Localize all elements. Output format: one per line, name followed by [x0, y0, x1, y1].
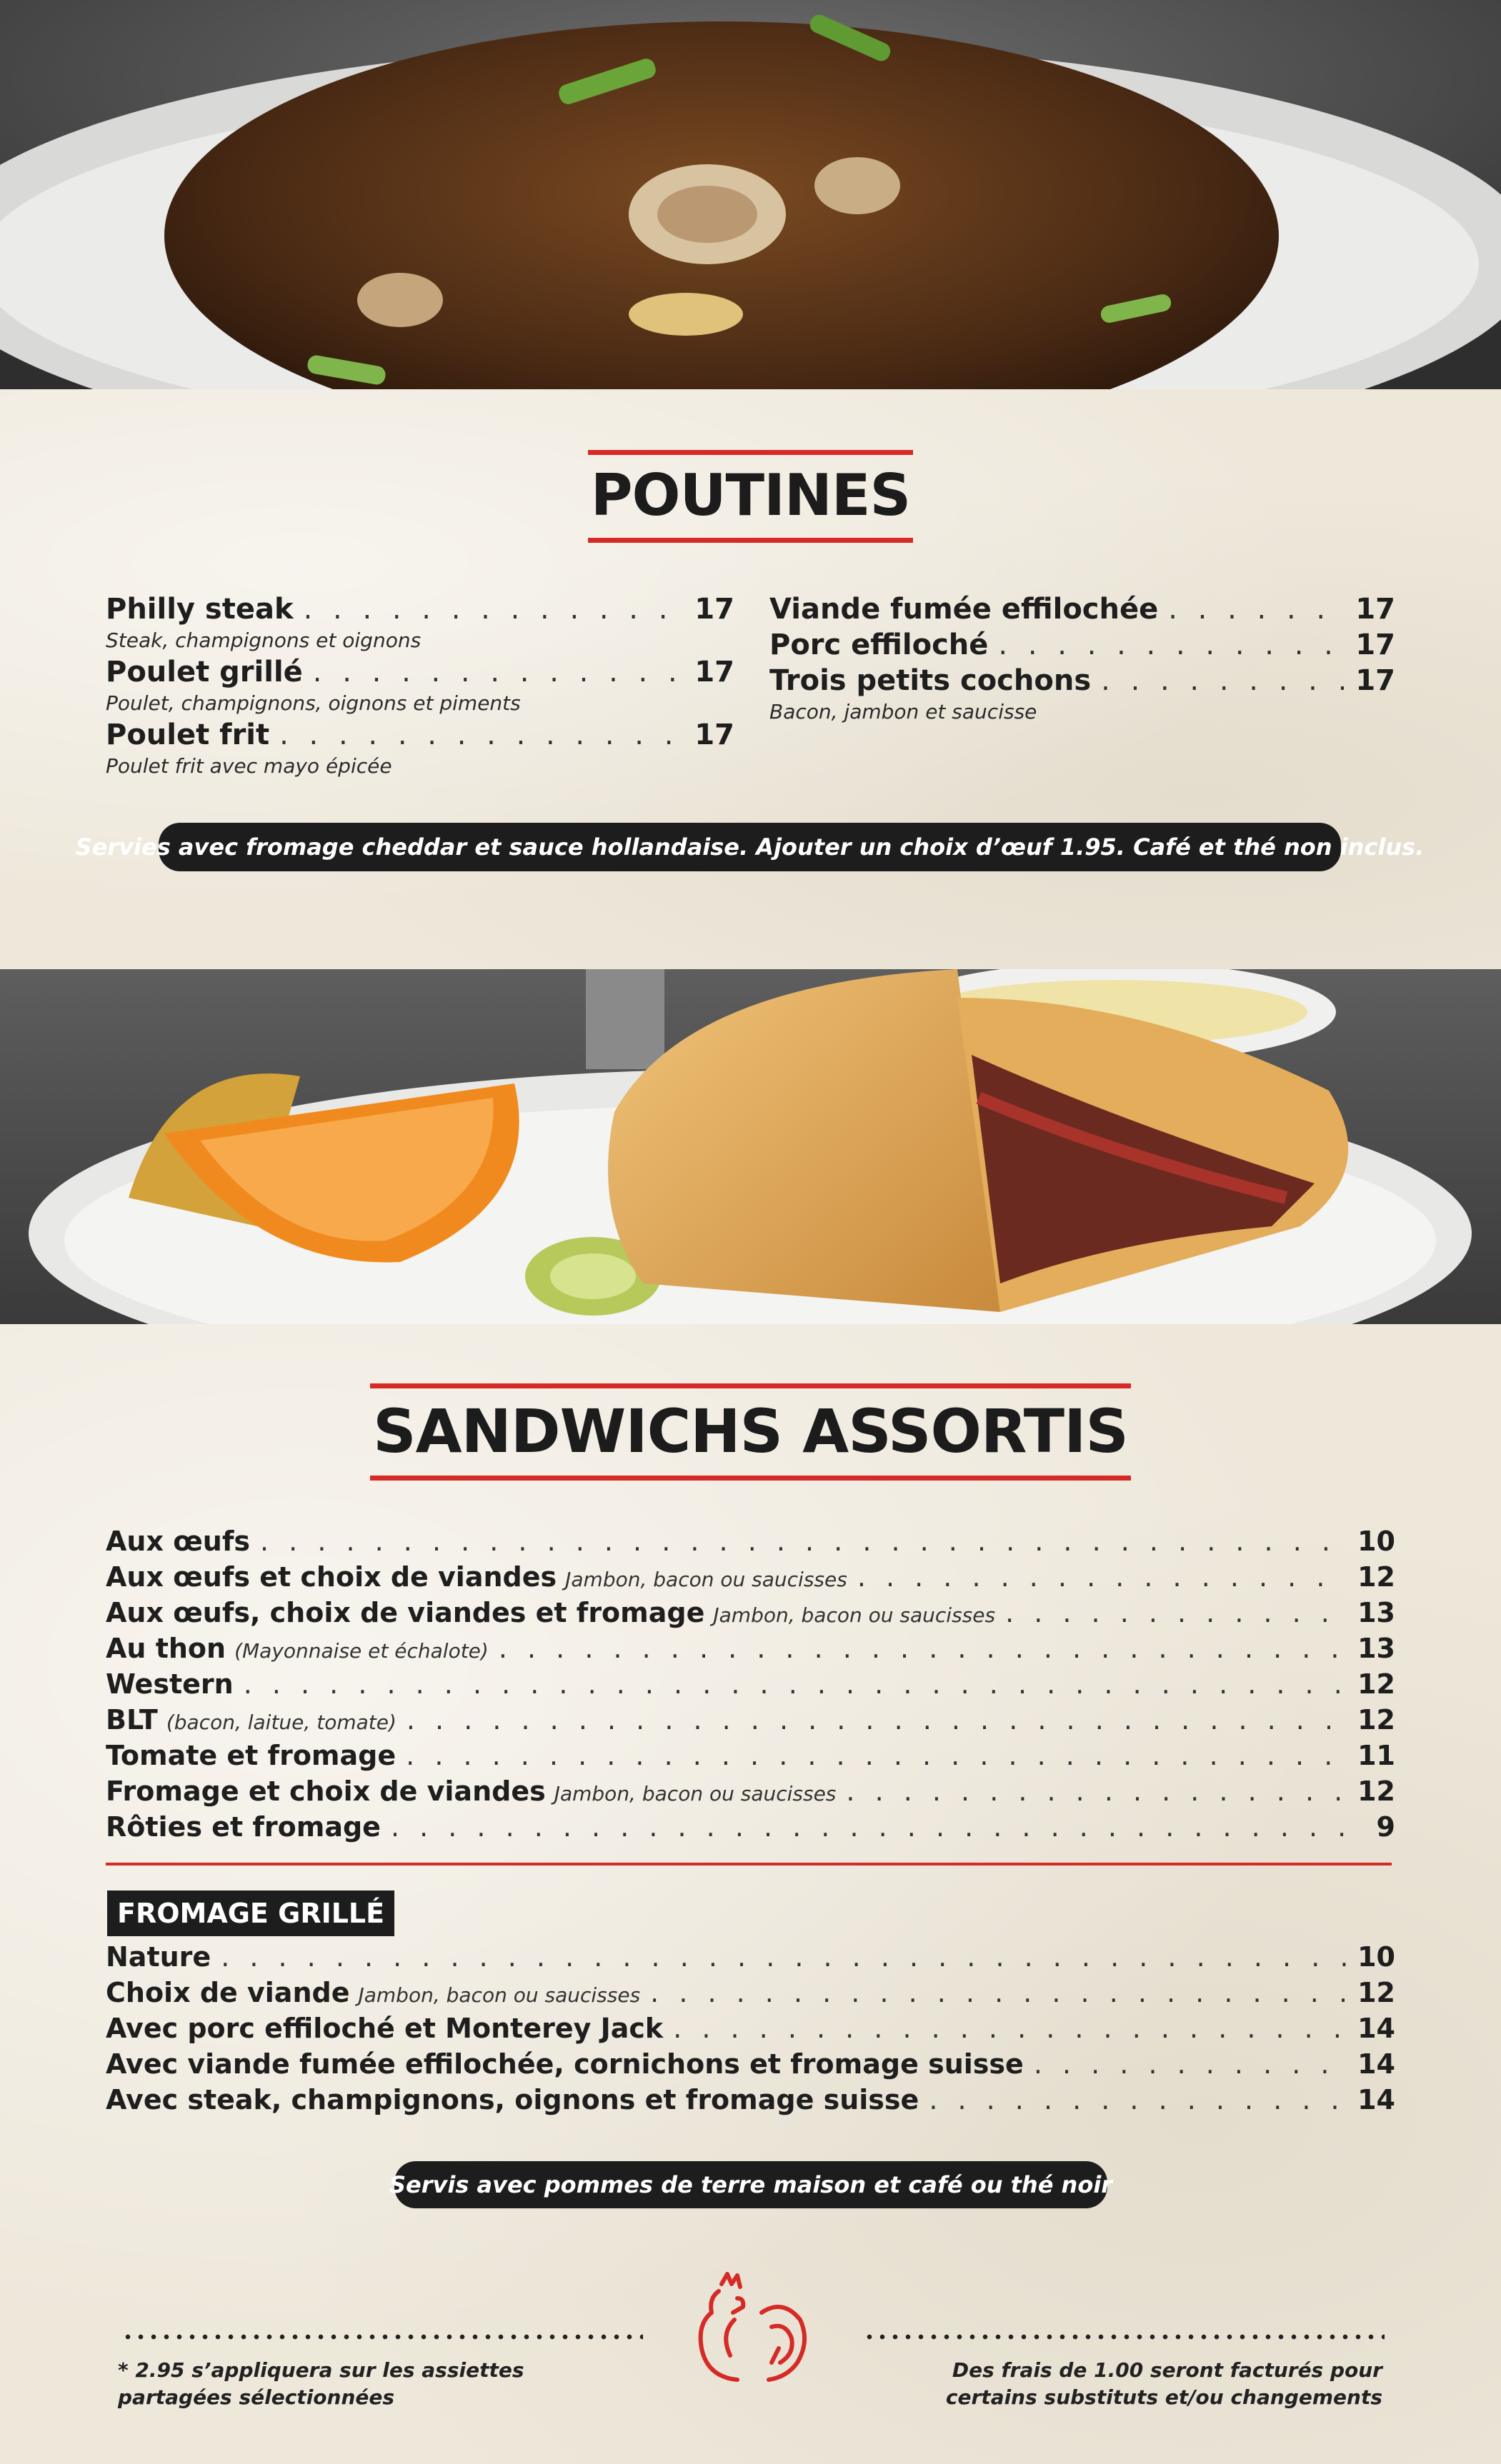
item-name: Avec steak, champignons, oignons et fromage suisse	[106, 2084, 919, 2115]
dot-leader	[650, 1977, 1347, 2008]
item-price: 11	[1357, 1740, 1395, 1771]
poutine-photo	[0, 0, 1501, 389]
item-price: 10	[1357, 1526, 1395, 1557]
item-description: Poulet, champignons, oignons et piments	[106, 691, 521, 715]
dot-leader	[846, 1776, 1347, 1807]
dot-leader	[260, 1526, 1347, 1557]
menu-item	[106, 1668, 1395, 1700]
sandwichs-heading	[0, 1383, 1501, 1481]
item-description: Bacon, jambon et saucisse	[769, 700, 1037, 723]
dot-leader	[313, 656, 685, 688]
rooster-logo-icon	[672, 2270, 836, 2398]
item-note: Jambon, bacon ou saucisses	[358, 1983, 641, 2007]
item-name: Nature	[106, 1941, 211, 1973]
menu-item	[106, 1740, 1395, 1771]
menu-item	[106, 1597, 1395, 1628]
menu-item	[106, 1941, 1395, 1973]
footer-dot-line-left	[121, 2333, 643, 2340]
item-note: Jambon, bacon ou saucisses	[554, 1782, 837, 1806]
menu-item-poulet-frit	[106, 718, 734, 751]
item-price: 17	[694, 656, 734, 688]
item-note: (Mayonnaise et échalote)	[234, 1639, 489, 1663]
menu-item-philly-steak	[106, 593, 734, 626]
fromage-grille-heading: FROMAGE GRILLÉ	[107, 1890, 394, 1936]
footer-dot-line-right	[863, 2333, 1385, 2340]
sandwichs-title: SANDWICHS ASSORTIS	[370, 1383, 1131, 1481]
menu-item	[106, 1633, 1395, 1664]
dot-leader	[1005, 1597, 1347, 1628]
item-price: 14	[1357, 2048, 1395, 2080]
item-name: BLT	[106, 1704, 158, 1736]
item-name: Fromage et choix de viandes	[106, 1776, 546, 1807]
item-price: 12	[1357, 1776, 1395, 1807]
item-name: Avec viande fumée effilochée, cornichons et fromage suisse	[106, 2048, 1024, 2080]
menu-item-trois-petits-cochons	[769, 664, 1395, 697]
item-price: 14	[1357, 2084, 1395, 2115]
menu-item	[106, 2048, 1395, 2080]
menu-item-viande-fumee	[769, 593, 1395, 626]
menu-item	[106, 1561, 1395, 1593]
item-description: Poulet frit avec mayo épicée	[106, 754, 392, 778]
menu-item	[106, 1776, 1395, 1807]
dot-leader	[929, 2084, 1347, 2115]
item-price: 17	[1355, 593, 1395, 626]
item-name: Rôties et fromage	[106, 1811, 381, 1843]
dot-leader	[244, 1668, 1347, 1700]
dot-leader	[221, 1941, 1347, 1973]
item-name: Poulet grillé	[106, 656, 303, 688]
item-note: Jambon, bacon ou saucisses	[713, 1603, 996, 1627]
item-note: Jambon, bacon ou saucisses	[565, 1568, 847, 1591]
menu-item-poulet-grille	[106, 656, 734, 688]
item-name: Philly steak	[106, 593, 294, 626]
section-divider	[106, 1863, 1392, 1865]
dot-leader	[1034, 2048, 1347, 2080]
dot-leader	[407, 1704, 1347, 1736]
item-price: 12	[1357, 1561, 1395, 1593]
item-price: 17	[694, 718, 734, 751]
item-name: Tomate et fromage	[106, 1740, 397, 1771]
dot-leader	[1101, 664, 1345, 697]
dot-leader	[391, 1811, 1367, 1843]
dot-leader	[998, 628, 1345, 661]
item-name: Avec porc effiloché et Monterey Jack	[106, 2013, 664, 2044]
item-note: (bacon, laitue, tomate)	[166, 1711, 397, 1734]
item-name: Porc effiloché	[769, 628, 989, 661]
sandwich-photo	[0, 969, 1501, 1324]
item-name: Aux œufs, choix de viandes et fromage	[106, 1597, 705, 1628]
item-name: Trois petits cochons	[769, 664, 1092, 697]
item-name: Western	[106, 1668, 234, 1700]
dot-leader	[673, 2013, 1347, 2044]
item-price: 13	[1357, 1597, 1395, 1628]
menu-item	[106, 1526, 1395, 1557]
poutines-heading	[0, 450, 1501, 543]
item-price: 14	[1357, 2013, 1395, 2044]
menu-item	[106, 1977, 1395, 2008]
dot-leader	[304, 593, 685, 626]
dot-leader	[279, 718, 684, 751]
dot-leader	[1168, 593, 1345, 626]
item-price: 9	[1376, 1811, 1395, 1843]
item-name: Au thon	[106, 1633, 226, 1664]
poutines-note: Servies avec fromage cheddar et sauce hollandaise. Ajouter un choix d’œuf 1.95. Café et thé non inclus.	[159, 823, 1341, 871]
menu-item	[106, 2013, 1395, 2044]
item-name: Aux œufs	[106, 1526, 250, 1557]
menu-item	[106, 1704, 1395, 1736]
dot-leader	[499, 1633, 1347, 1664]
item-name: Viande fumée effilochée	[769, 593, 1159, 626]
item-price: 17	[1355, 664, 1395, 697]
item-name: Poulet frit	[106, 718, 270, 751]
item-price: 17	[694, 593, 734, 626]
item-name: Choix de viande	[106, 1977, 350, 2008]
menu-item-porc-effiloche	[769, 628, 1395, 661]
item-price: 12	[1357, 1977, 1395, 2008]
footer-note-right: Des frais de 1.00 seront facturés pour certains substituts et/ou changements	[945, 2358, 1382, 2409]
item-name: Aux œufs et choix de viandes	[106, 1561, 557, 1593]
poutines-title: POUTINES	[588, 450, 913, 543]
item-price: 12	[1357, 1704, 1395, 1736]
item-price: 13	[1357, 1633, 1395, 1664]
menu-item	[106, 2084, 1395, 2115]
dot-leader	[406, 1740, 1347, 1771]
item-price: 12	[1357, 1668, 1395, 1700]
fromage-grille-note: Servis avec pommes de terre maison et café ou thé noir	[394, 2161, 1107, 2208]
dot-leader	[857, 1561, 1347, 1593]
menu-item	[106, 1811, 1395, 1843]
item-price: 10	[1357, 1941, 1395, 1973]
item-description: Steak, champignons et oignons	[106, 628, 422, 652]
footer-note-left: * 2.95 s’appliquera sur les assiettes partagées sélectionnées	[118, 2358, 524, 2409]
item-price: 17	[1355, 628, 1395, 661]
